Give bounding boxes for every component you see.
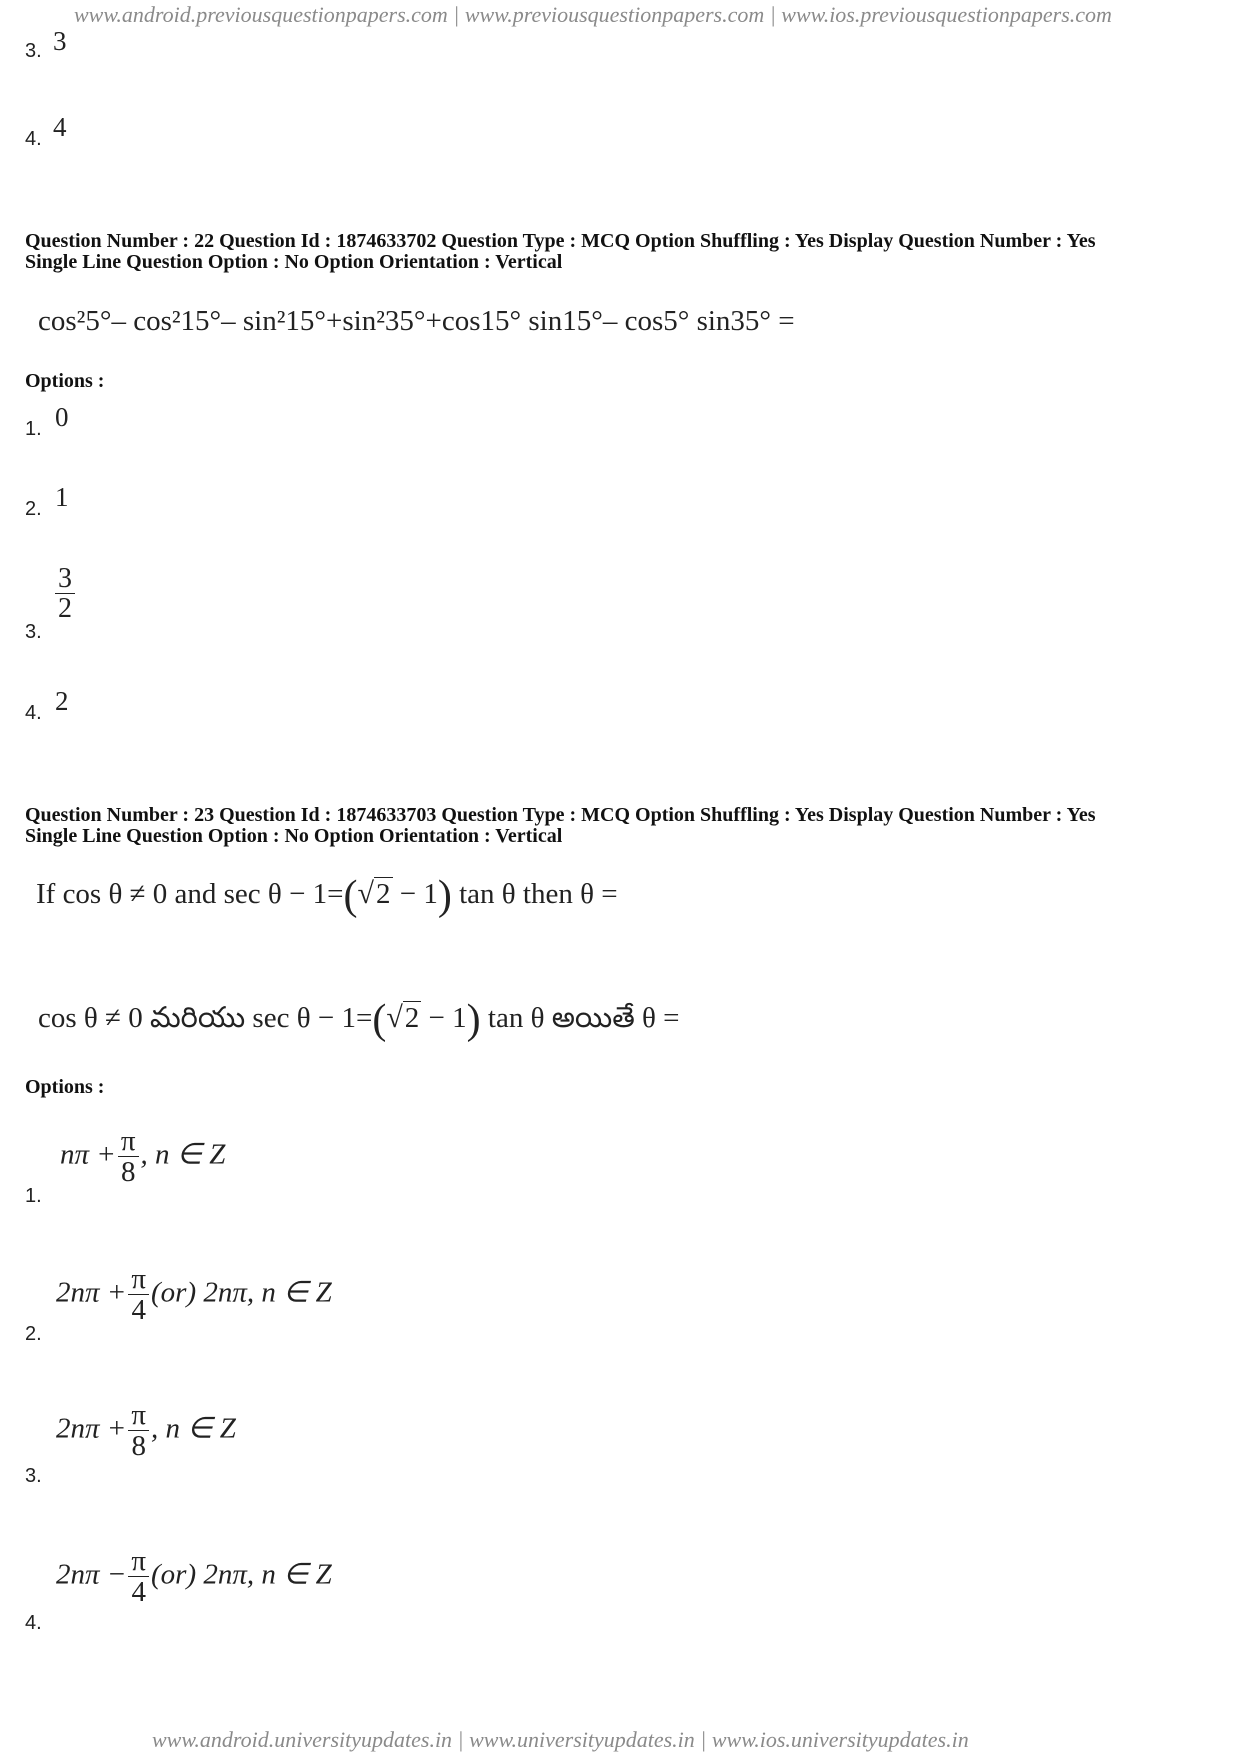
options-label: Options : xyxy=(25,1076,105,1098)
prev-option-value: 4 xyxy=(53,112,67,142)
option-value: 0 xyxy=(55,402,69,432)
option-value: 2 xyxy=(55,686,69,716)
question-text-english: If cos θ ≠ 0 and sec θ − 1=(√2 − 1) tan θ then θ = xyxy=(36,873,618,919)
question-text: cos²5°– cos²15°– sin²15°+sin²35°+cos15° sin15°– cos5° sin35° = xyxy=(38,305,795,337)
square-root: √2 xyxy=(386,1001,420,1034)
question-meta: Question Number : 23 Question Id : 1874633703 Question Type : MCQ Option Shuffling : Yes Display Question Number : Yes xyxy=(25,804,1096,826)
option-number: 2. xyxy=(25,498,42,520)
option-number: 2. xyxy=(25,1323,42,1345)
header-links: www.android.previousquestionpapers.com | www.previousquestionpapers.com | www.ios.previousquestionpapers.com xyxy=(74,2,1112,27)
option-value: 1 xyxy=(55,482,69,512)
option-expression: 2nπ − $\frac{\pi}{4}$ (or) 2nπ, n ∈ Z xyxy=(56,1545,332,1609)
prev-option-value: 3 xyxy=(53,26,67,56)
option-number: 4. xyxy=(25,1612,42,1634)
option-fraction xyxy=(55,564,75,624)
option-expression: 2nπ + $\frac{\pi}{8}$ , n ∈ Z xyxy=(56,1399,236,1463)
question-meta: Single Line Question Option : No Option Orientation : Vertical xyxy=(25,251,563,273)
option-expression: nπ + $\frac{\pi}{8}$ , n ∈ Z xyxy=(60,1125,226,1189)
question-suffix: tan θ then θ = xyxy=(451,878,618,910)
question-prefix: If cos θ ≠ 0 and sec θ − 1= xyxy=(36,878,344,910)
question-text-telugu: cos θ ≠ 0 మరియు sec θ − 1=(√2 − 1) tan θ అయితే θ = xyxy=(38,997,680,1043)
square-root: √2 xyxy=(357,877,391,910)
question-meta: Single Line Question Option : No Option Orientation : Vertical xyxy=(25,825,563,847)
option-number: 1. xyxy=(25,418,42,440)
fraction-numerator: 3 xyxy=(55,564,75,594)
prev-option-number: 3. xyxy=(25,40,42,62)
option-number: 4. xyxy=(25,702,42,724)
options-label: Options : xyxy=(25,370,105,392)
footer-links: www.android.universityupdates.in | www.universityupdates.in | www.ios.universityupdates.in xyxy=(152,1727,969,1752)
fraction-denominator: 2 xyxy=(58,593,72,625)
option-number: 3. xyxy=(25,621,42,643)
prev-option-number: 4. xyxy=(25,128,42,150)
option-expression: 2nπ + $\frac{\pi}{4}$ (or) 2nπ, n ∈ Z xyxy=(56,1263,332,1327)
question-suffix: tan θ అయితే θ = xyxy=(480,1002,680,1034)
question-meta: Question Number : 22 Question Id : 1874633702 Question Type : MCQ Option Shuffling : Yes Display Question Number : Yes xyxy=(25,230,1096,252)
question-prefix: cos θ ≠ 0 మరియు sec θ − 1= xyxy=(38,1002,373,1034)
option-number: 1. xyxy=(25,1185,42,1207)
option-number: 3. xyxy=(25,1465,42,1487)
